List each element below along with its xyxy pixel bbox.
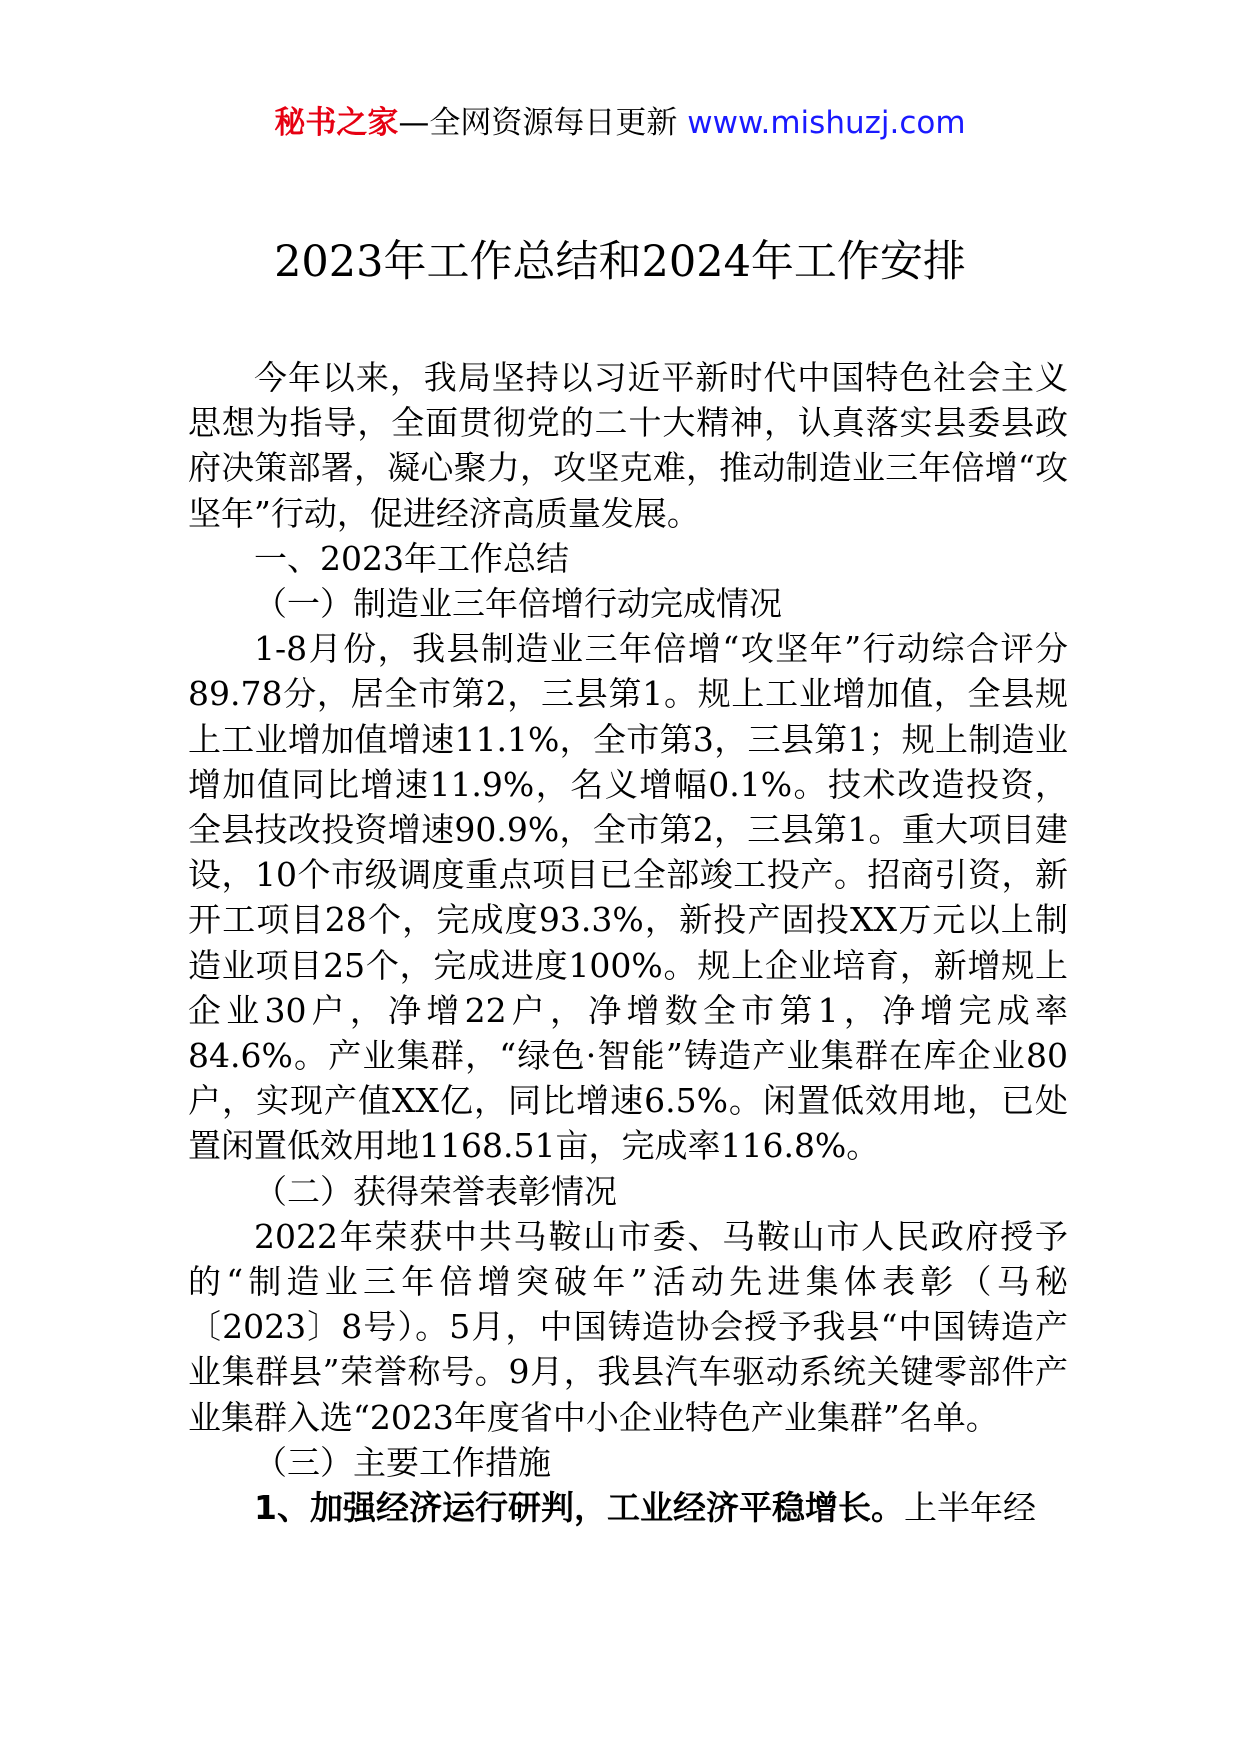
subsection-heading-3: （三）主要工作措施	[254, 1442, 551, 1482]
measure-paragraph	[188, 1485, 1068, 1530]
site-brand: 秘书之家	[274, 105, 399, 141]
measure-text: 上半年经	[903, 1488, 1036, 1528]
measure-heading: 1、加强经济运行研判，工业经济平稳增长。	[254, 1488, 904, 1528]
document-body	[188, 355, 1068, 1530]
document-title: 2023年工作总结和2024年工作安排	[274, 237, 966, 287]
subsection-heading-2: （二）获得荣誉表彰情况	[254, 1171, 617, 1211]
site-url-link[interactable]: www.mishuzj.com	[687, 105, 966, 141]
subsection-heading-1: （一）制造业三年倍增行动完成情况	[254, 584, 782, 624]
body-paragraph-results: 1-8月份，我县制造业三年倍增“攻坚年”行动综合评分89.78分，居全市第2，三县第1。规上工业增加值，全县规上工业增加值增速11.1%，全市第3，三县第1；规上制造业增加值同比增速11.9%，名义增幅0.1%。技术改造投资，全县技改投资增速90.9%，全市第2，三县第1。重大项目建设，10个市级调度重点项目已全部竣工投产。招商引资，新开工项目28个，完成度93.3%，新投产固投XX万元以上制造业项目25个，完成进度100%。规上企业培育，新增规上企业30户，净增22户，净增数全市第1，净增完成率84.6%。产业集群，“绿色·智能”铸造产业集群在库企业80户，实现产值XX亿，同比增速6.5%。闲置低效用地，已处置闲置低效用地1168.51亩，完成率116.8%。	[188, 629, 1068, 1166]
body-paragraph-honors: 2022年荣获中共马鞍山市委、马鞍山市人民政府授予的“制造业三年倍增突破年”活动先进集体表彰（马秘〔2023〕8号）。5月，中国铸造协会授予我县“中国铸造产业集群县”荣誉称号。9月，我县汽车驱动系统关键零部件产业集群入选“2023年度省中小企业特色产业集群”名单。	[188, 1216, 1068, 1437]
intro-paragraph: 今年以来，我局坚持以习近平新时代中国特色社会主义思想为指导，全面贯彻党的二十大精神，认真落实县委县政府决策部署，凝心聚力，攻坚克难，推动制造业三年倍增“攻坚年”行动，促进经济高质量发展。	[188, 358, 1068, 533]
section-heading-summary: 一、2023年工作总结	[254, 538, 569, 578]
site-tagline: —全网资源每日更新	[398, 105, 688, 141]
site-header	[0, 103, 1240, 143]
